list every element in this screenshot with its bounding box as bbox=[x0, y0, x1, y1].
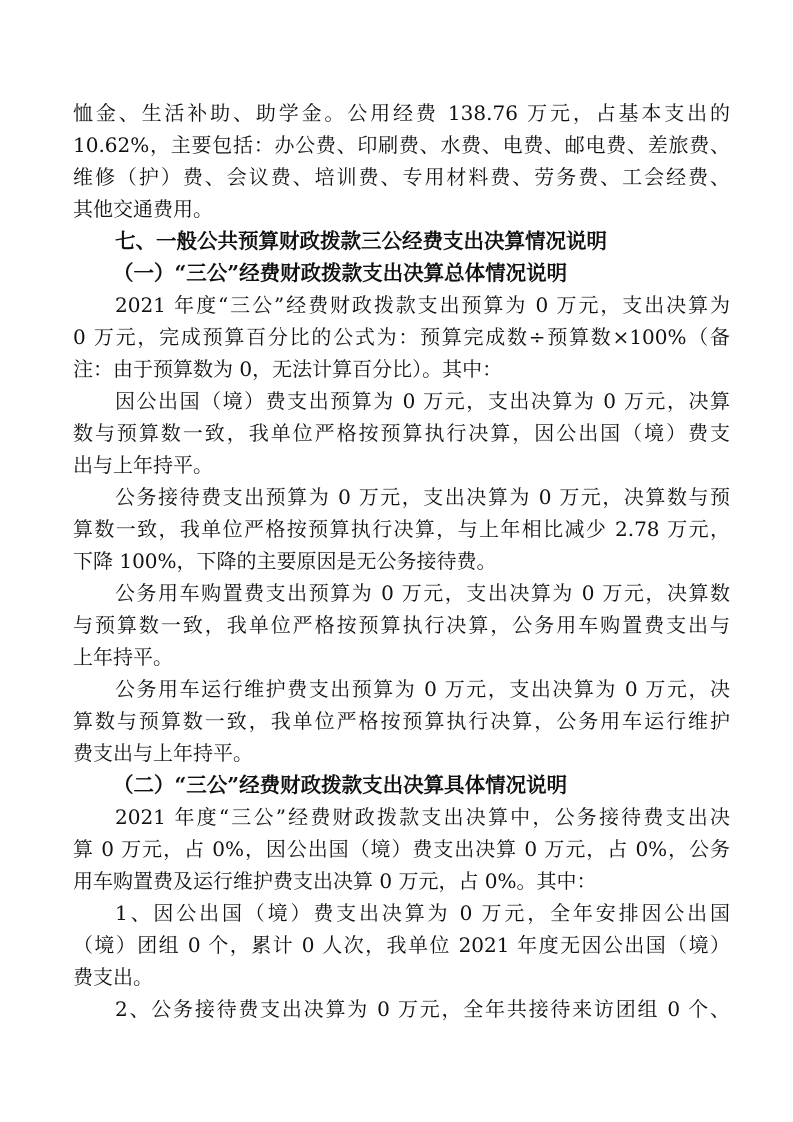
text-line: （境）团组 0 个，累计 0 人次，我单位 2021 年度无因公出国（境） bbox=[73, 933, 730, 957]
text-line: 算数一致，我单位严格按预算执行决算，与上年相比减少 2.78 万元， bbox=[73, 517, 730, 541]
text-line: 公务用车购置费支出预算为 0 万元，支出决算为 0 万元，决算数 bbox=[115, 581, 730, 605]
subsection-heading bbox=[73, 769, 730, 801]
text-line: 1、因公出国（境）费支出决算为 0 万元，全年安排因公出国 bbox=[115, 901, 730, 925]
text-line: 费支出。 bbox=[73, 965, 153, 989]
document-body bbox=[73, 97, 730, 1025]
text-line: 其他交通费用。 bbox=[73, 197, 213, 221]
paragraph bbox=[73, 673, 730, 769]
text-line: 10.62%，主要包括：办公费、印刷费、水费、电费、邮电费、差旅费、 bbox=[73, 133, 730, 157]
paragraph bbox=[73, 481, 730, 577]
text-line: （一）“三公”经费财政拨款支出决算总体情况说明 bbox=[113, 261, 568, 285]
paragraph bbox=[73, 577, 730, 673]
text-line: 注：由于预算数为 0，无法计算百分比）。其中： bbox=[73, 357, 503, 381]
text-line: （二）“三公”经费财政拨款支出决算具体情况说明 bbox=[113, 773, 568, 797]
text-line: 2、公务接待费支出决算为 0 万元，全年共接待来访团组 0 个、 bbox=[115, 997, 730, 1021]
text-line: 与预算数一致，我单位严格按预算执行决算，公务用车购置费支出与 bbox=[73, 613, 730, 637]
text-line: 2021 年度“三公”经费财政拨款支出决算中，公务接待费支出决 bbox=[115, 805, 730, 829]
text-line: 下降 100%，下降的主要原因是无公务接待费。 bbox=[73, 549, 497, 573]
text-line: 维修（护）费、会议费、培训费、专用材料费、劳务费、工会经费、 bbox=[73, 165, 730, 189]
text-line: 因公出国（境）费支出预算为 0 万元，支出决算为 0 万元，决算 bbox=[115, 389, 730, 413]
text-line: 算数与预算数一致，我单位严格按预算执行决算，公务用车运行维护 bbox=[73, 709, 730, 733]
section-heading bbox=[73, 225, 730, 257]
text-line: 上年持平。 bbox=[73, 645, 173, 669]
paragraph bbox=[73, 289, 730, 385]
text-line: 费支出与上年持平。 bbox=[73, 741, 253, 765]
text-line: 恤金、生活补助、助学金。公用经费 138.76 万元，占基本支出的 bbox=[73, 101, 730, 125]
text-line: 七、一般公共预算财政拨款三公经费支出决算情况说明 bbox=[115, 229, 607, 253]
text-line: 出与上年持平。 bbox=[73, 453, 213, 477]
paragraph bbox=[73, 897, 730, 993]
text-line: 算 0 万元，占 0%，因公出国（境）费支出决算 0 万元，占 0%，公务 bbox=[73, 837, 730, 861]
paragraph bbox=[73, 97, 730, 225]
text-line: 数与预算数一致，我单位严格按预算执行决算，因公出国（境）费支 bbox=[73, 421, 730, 445]
text-line: 公务接待费支出预算为 0 万元，支出决算为 0 万元，决算数与预 bbox=[115, 485, 730, 509]
paragraph bbox=[73, 993, 730, 1025]
text-line: 2021 年度“三公”经费财政拨款支出预算为 0 万元，支出决算为 bbox=[115, 293, 730, 317]
text-line: 公务用车运行维护费支出预算为 0 万元，支出决算为 0 万元，决 bbox=[115, 677, 730, 701]
paragraph bbox=[73, 385, 730, 481]
subsection-heading bbox=[73, 257, 730, 289]
text-line: 0 万元，完成预算百分比的公式为：预算完成数÷预算数×100%（备 bbox=[73, 325, 730, 349]
paragraph bbox=[73, 801, 730, 897]
text-line: 用车购置费及运行维护费支出决算 0 万元，占 0%。其中： bbox=[73, 869, 597, 893]
